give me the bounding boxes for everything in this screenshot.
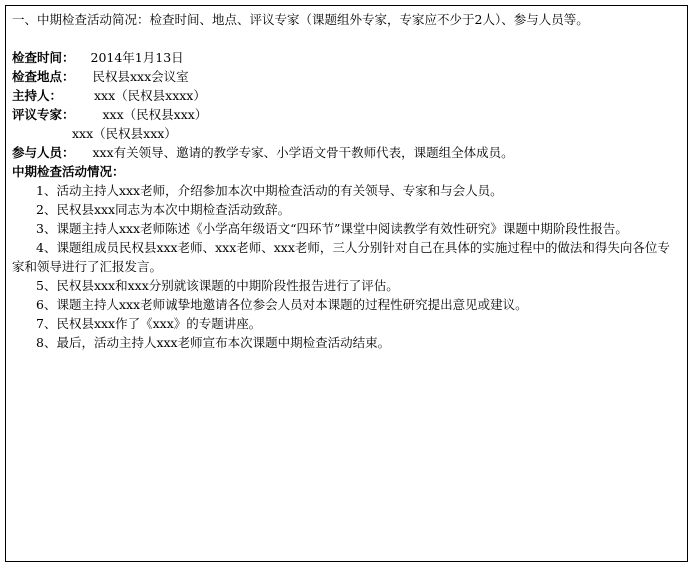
situation-label: 中期检查活动情况： (12, 164, 125, 179)
section-heading: 一、中期检查活动简况：检查时间、地点、评议专家（课题组外专家，专家应不少于2人）、参与人员等。 (12, 12, 589, 27)
experts-label: 评议专家： (12, 107, 75, 122)
list-item: 1、活动主持人xxx老师，介绍参加本次中期检查活动的有关领导、专家和与会人员。 (36, 183, 503, 198)
participants-label: 参与人员： (12, 145, 75, 160)
document-box (5, 5, 688, 562)
place-value: 民权县xxx会议室 (92, 69, 189, 84)
time-row (12, 48, 681, 67)
expert-2: xxx（民权县xxx） (72, 126, 177, 141)
place-row (12, 67, 681, 86)
list-item: 8、最后，活动主持人xxx老师宣布本次课题中期检查活动结束。 (36, 335, 391, 350)
list-item: 7、民权县xxx作了《xxx》的专题讲座。 (36, 316, 262, 331)
host-value: xxx（民权县xxxx） (94, 88, 206, 103)
blank-line (12, 29, 681, 48)
time-label: 检查时间： (12, 50, 75, 65)
experts-row (12, 105, 681, 124)
place-label: 检查地点： (12, 69, 75, 84)
list-item: 6、课题主持人xxx老师诚挚地邀请各位参会人员对本课题的过程性研究提出意见或建议。 (36, 297, 528, 312)
list-item: 4、课题组成员民权县xxx老师、xxx老师、xxx老师，三人分别针对自己在具体的实施过程中的做法和得失向各位专家和领导进行了汇报发言。 (12, 240, 670, 274)
host-row (12, 86, 681, 105)
list-item: 2、民权县xxx同志为本次中期检查活动致辞。 (36, 202, 291, 217)
time-value: 2014年1月13日 (90, 50, 184, 65)
expert-2-row (12, 124, 681, 143)
participants-value: xxx有关领导、邀请的教学专家、小学语文骨干教师代表，课题组全体成员。 (92, 145, 514, 160)
list-item: 5、民权县xxx和xxx分别就该课题的中期阶段性报告进行了评估。 (36, 278, 399, 293)
participants-row (12, 143, 681, 162)
list-item: 3、课题主持人xxx老师陈述《小学高年级语文“四环节”课堂中阅读教学有效性研究》课题中期阶段性报告。 (36, 221, 628, 236)
expert-1: xxx（民权县xxx） (102, 107, 208, 122)
host-label: 主持人： (12, 88, 63, 103)
